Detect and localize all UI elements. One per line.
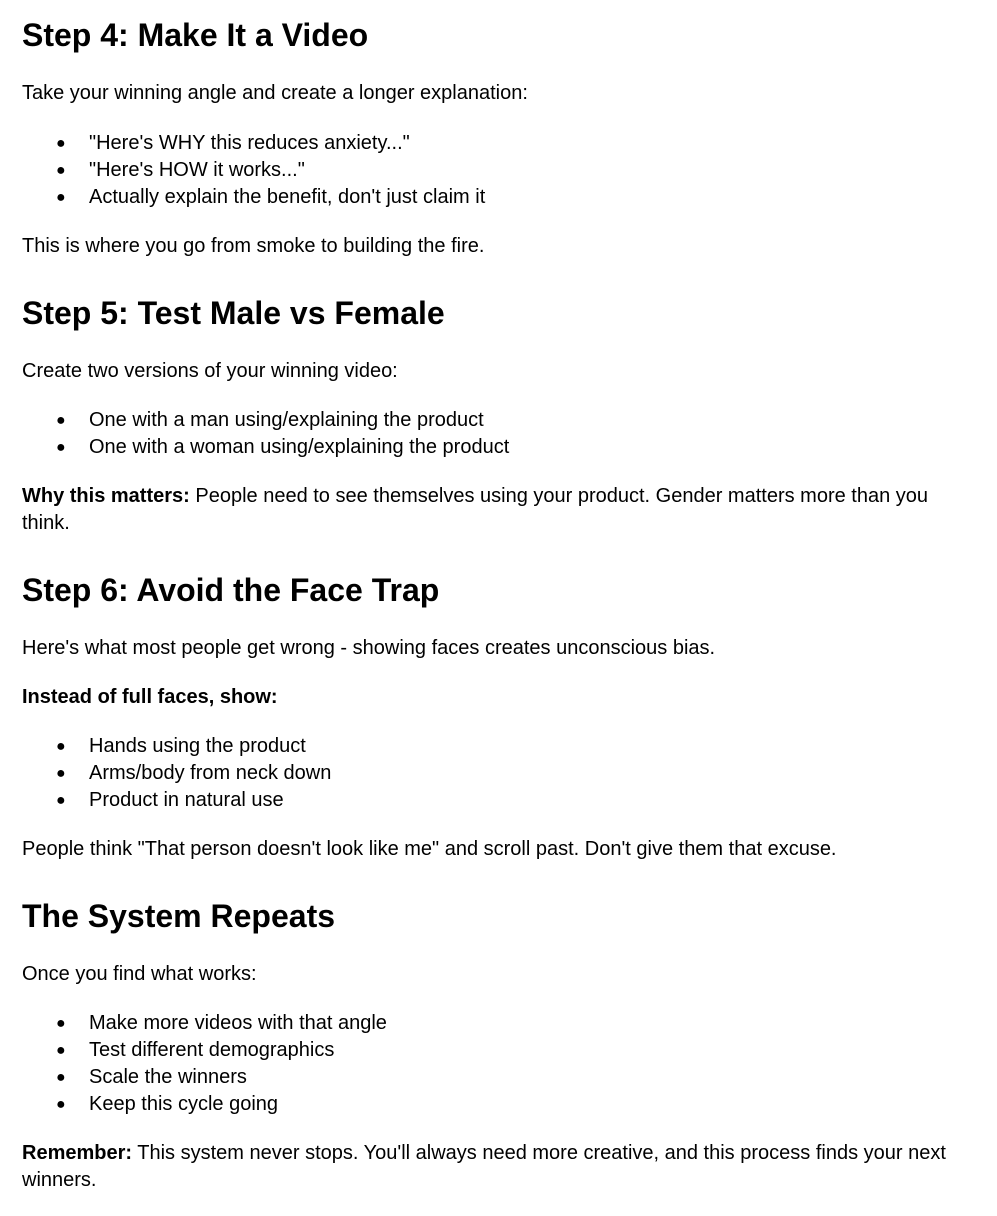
bullet-icon: ●: [56, 738, 66, 755]
bullet-icon: ●: [56, 1096, 66, 1113]
list-item-text: Product in natural use: [89, 789, 284, 811]
list-item-text: Keep this cycle going: [89, 1093, 279, 1115]
step6-heading: Step 6: Avoid the Face Trap: [22, 572, 440, 608]
step6-instead-label: [22, 684, 975, 711]
list-item: [22, 434, 975, 461]
system-intro: Once you find what works:: [22, 963, 257, 985]
list-item: [22, 1091, 975, 1118]
list-item: [22, 407, 975, 434]
bullet-icon: ●: [56, 1069, 66, 1086]
list-item-text: "Here's WHY this reduces anxiety...": [89, 132, 410, 154]
list-item-text: Arms/body from neck down: [89, 762, 332, 784]
list-item-text: One with a woman using/explaining the product: [89, 436, 510, 458]
step5-heading: Step 5: Test Male vs Female: [22, 295, 445, 331]
bullet-icon: ●: [56, 1042, 66, 1059]
bullet-icon: ●: [56, 162, 66, 179]
step4-intro: Take your winning angle and create a longer explanation:: [22, 82, 528, 104]
remember-label: Remember:: [22, 1142, 133, 1164]
bullet-icon: ●: [56, 412, 66, 429]
bullet-icon: ●: [56, 135, 66, 152]
list-item: [22, 184, 975, 211]
list-item: [22, 787, 975, 814]
why-label: Why this matters:: [22, 485, 190, 507]
step5-intro: Create two versions of your winning video:: [22, 360, 398, 382]
list-item: [22, 733, 975, 760]
system-remember-paragraph: [22, 1140, 975, 1194]
list-item-text: Test different demographics: [89, 1039, 335, 1061]
bullet-icon: ●: [56, 1015, 66, 1032]
bullet-icon: ●: [56, 189, 66, 206]
step4-heading: Step 4: Make It a Video: [22, 17, 369, 53]
list-item-text: Actually explain the benefit, don't just claim it: [89, 186, 486, 208]
step6-bullet-list: [22, 733, 975, 814]
list-item: [22, 157, 975, 184]
bullet-icon: ●: [56, 439, 66, 456]
list-item-text: Hands using the product: [89, 735, 306, 757]
list-item: [22, 760, 975, 787]
remember-text: This system never stops. You'll always need more creative, and this process finds your next winners.: [22, 1142, 946, 1191]
why-text: People need to see themselves using your product. Gender matters more than you think.: [22, 485, 929, 534]
document-page: [0, 16, 997, 1216]
list-item: [22, 1010, 975, 1037]
list-item-text: Make more videos with that angle: [89, 1012, 387, 1034]
instead-label: Instead of full faces, show:: [22, 686, 278, 708]
step6-intro: Here's what most people get wrong - showing faces creates unconscious bias.: [22, 637, 716, 659]
step5-bullet-list: [22, 407, 975, 461]
list-item-text: One with a man using/explaining the product: [89, 409, 484, 431]
step5-why-paragraph: [22, 483, 975, 537]
system-heading: The System Repeats: [22, 898, 336, 934]
bullet-icon: ●: [56, 765, 66, 782]
bullet-icon: ●: [56, 792, 66, 809]
list-item: [22, 1064, 975, 1091]
list-item: [22, 130, 975, 157]
list-item-text: "Here's HOW it works...": [89, 159, 305, 181]
step4-bullet-list: [22, 130, 975, 211]
step4-outro: This is where you go from smoke to building the fire.: [22, 235, 485, 257]
step6-outro: People think "That person doesn't look like me" and scroll past. Don't give them that excuse.: [22, 838, 837, 860]
list-item-text: Scale the winners: [89, 1066, 247, 1088]
list-item: [22, 1037, 975, 1064]
system-bullet-list: [22, 1010, 975, 1118]
